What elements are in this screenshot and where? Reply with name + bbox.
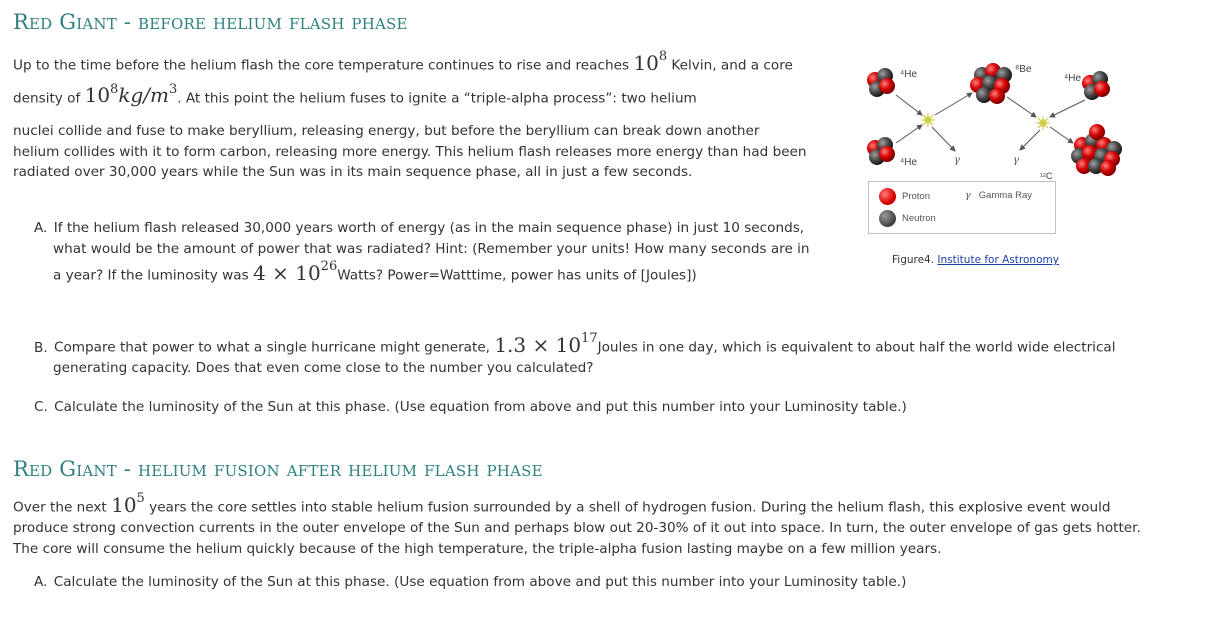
label-he-3: ⁴He — [1064, 73, 1082, 84]
duration-value: $10^5$ — [111, 491, 145, 517]
question-1b-label: B. — [34, 339, 48, 356]
collision-spark-1 — [921, 113, 935, 127]
question-2a-label: A. — [34, 574, 48, 590]
question-1a-text: If the helium flash released 30,000 years worth of energy (as in the main sequence phase) in just 10 seconds, what would be the amount of power that was radiated? Hint: (Remember your units! How many seconds are in a year? If the luminosity was — [53, 220, 810, 284]
question-1b — [34, 331, 1173, 379]
legend-proton: Proton — [879, 188, 930, 205]
gamma-label-1: γ — [954, 155, 960, 166]
intro-text-3: . At this point the helium fuses to ignite a “triple-alpha process”: two helium — [177, 90, 697, 107]
institute-for-astronomy-link[interactable]: Institute for Astronomy — [937, 254, 1059, 266]
question-2a-text: Calculate the luminosity of the Sun at this phase. (Use equation from above and put this number into your Luminosity table.) — [53, 574, 907, 590]
question-1c-label: C. — [34, 399, 48, 415]
question-1c-text: Calculate the luminosity of the Sun at this phase. (Use equation from above and put this number into your Luminosity table.) — [54, 399, 907, 415]
reaction-arrows — [896, 93, 1085, 151]
luminosity-value: $4 \times 10^{26}$ — [253, 259, 338, 285]
temperature-value: $10^8$ — [633, 49, 668, 75]
label-he-2: ⁴He — [900, 157, 918, 168]
label-he-1: ⁴He — [900, 69, 918, 80]
intro-paragraph-section2: Over the next $10^5$ years the core settles into stable helium fusion surrounded by a shell of hydrogen fusion. During the helium flash, this explosive event would produce strong convection currents in the outer envelope of the Sun and perhaps blow out 20-30% of it out into space. In turn, the outer envelope of gas gets hotter. The core will consume the helium quickly because of the high temperature, the triple-alpha fusion lasting maybe on a few million years. — [13, 491, 1141, 557]
helium-nucleus-2 — [867, 137, 895, 165]
question-2a — [34, 572, 1154, 593]
question-1a-text-2: Watts? Power=Watttime, power has units of [Joules]) — [337, 267, 697, 284]
gamma-icon: γ — [965, 190, 971, 201]
proton-icon — [879, 188, 896, 205]
density-value: $10^8kg/m^3$ — [84, 81, 178, 108]
question-1b-text: Compare that power to what a single hurricane might generate, — [53, 339, 495, 356]
gamma-label-2: γ — [1013, 155, 1019, 166]
intro-paragraph-2: nuclei collide and fuse to make beryllium, releasing energy, but before the beryllium can break down another helium collides with it to form carbon, releasing more energy. This helium flash releases more energy than had been radiated over 30,000 years while the Sun was in its main sequence phase, all in just a few seconds. — [13, 123, 807, 180]
question-1c — [34, 397, 1154, 418]
carbon-nucleus — [1071, 124, 1122, 176]
intro-text-2: Kelvin, and a core density of — [13, 57, 793, 107]
collision-spark-2 — [1036, 116, 1050, 130]
helium-nucleus-1 — [867, 68, 895, 97]
helium-nucleus-3 — [1082, 71, 1110, 100]
intro-paragraph-1 — [13, 46, 803, 111]
question-1a-label: A. — [34, 220, 48, 236]
legend-neutron: Neutron — [879, 210, 936, 227]
question-1a — [34, 218, 813, 286]
question-1b-text-2: Joules in one day, which is equivalent to about half the world wide electrical generating capacity. Does that even come close to the number you calculated? — [53, 339, 1116, 377]
beryllium-nucleus — [970, 63, 1012, 104]
section-heading-before-flash: Red Giant - before helium flash phase — [13, 10, 408, 34]
intro-text-1: Up to the time before the helium flash the core temperature continues to rise and reaches — [13, 57, 634, 74]
section-heading-after-flash: Red Giant - helium fusion after helium flash phase — [13, 457, 543, 481]
figure-legend — [868, 181, 1056, 234]
figure-caption: Figure4. Institute for Astronomy — [892, 254, 1059, 266]
label-c: ¹²C — [1040, 171, 1053, 181]
triple-alpha-diagram — [860, 45, 1150, 275]
legend-gamma-ray: γ Gamma Ray — [965, 190, 1033, 201]
neutron-icon — [879, 210, 896, 227]
label-be: ⁸Be — [1015, 64, 1032, 75]
hurricane-energy-value: $1.3 \times 10^{17}$ — [494, 331, 598, 357]
